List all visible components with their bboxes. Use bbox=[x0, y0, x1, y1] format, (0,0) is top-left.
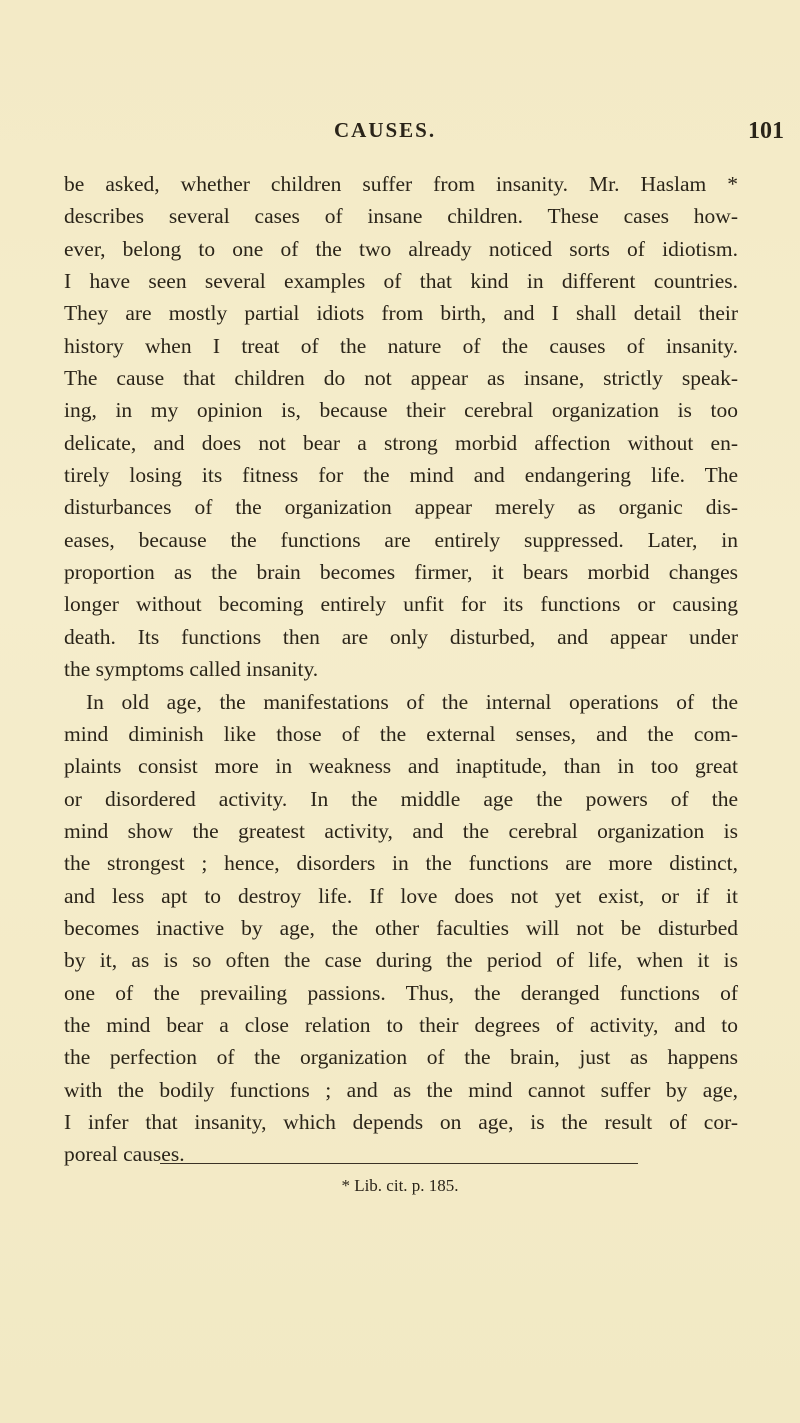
text-line: be asked, whether children suffer from insanity. Mr. Haslam * bbox=[64, 172, 738, 196]
text-line: the strongest ; hence, disorders in the functions are more distinct, bbox=[64, 851, 738, 876]
page-number: 101 bbox=[748, 118, 784, 144]
running-header bbox=[0, 118, 800, 148]
text-line: I have seen several examples of that kind in different countries. bbox=[64, 269, 738, 294]
text-line: In old age, the manifestations of the internal operations of the bbox=[86, 689, 738, 714]
text-line: poreal causes. bbox=[64, 1142, 185, 1167]
text-line: They are mostly partial idiots from birth, and I shall detail their bbox=[64, 301, 738, 326]
body-text bbox=[64, 168, 738, 1171]
text-line: death. Its functions then are only disturbed, and appear under bbox=[64, 624, 738, 649]
text-line: eases, because the functions are entirely suppressed. Later, in bbox=[64, 527, 738, 552]
text-line: mind show the greatest activity, and the cerebral organization is bbox=[64, 818, 738, 843]
text-line: ever, belong to one of the two already noticed sorts of idiotism. bbox=[64, 236, 738, 261]
text-line: or disordered activity. In the middle age the powers of the bbox=[64, 786, 738, 811]
text-line: the symptoms called insanity. bbox=[64, 657, 319, 682]
text-line: mind diminish like those of the external senses, and the com- bbox=[64, 721, 738, 746]
text-line: the mind bear a close relation to their degrees of activity, and to bbox=[64, 1012, 738, 1037]
text-line: one of the prevailing passions. Thus, the deranged functions of bbox=[64, 980, 738, 1005]
text-line: I infer that insanity, which depends on age, is the result of cor- bbox=[64, 1109, 738, 1134]
text-line: ing, in my opinion is, because their cerebral organization is too bbox=[64, 398, 738, 423]
text-line: the perfection of the organization of the brain, just as happens bbox=[64, 1045, 738, 1070]
text-line: with the bodily functions ; and as the mind cannot suffer by age, bbox=[64, 1077, 738, 1102]
text-line: longer without becoming entirely unfit for its functions or causing bbox=[64, 592, 738, 617]
running-title: CAUSES. bbox=[334, 118, 437, 142]
text-line: The cause that children do not appear as insane, strictly speak- bbox=[64, 366, 738, 391]
text-line: and less apt to destroy life. If love does not yet exist, or if it bbox=[64, 883, 738, 908]
text-line: disturbances of the organization appear merely as organic dis- bbox=[64, 495, 738, 520]
text-line: history when I treat of the nature of the causes of insanity. bbox=[64, 333, 738, 358]
text-line: proportion as the brain becomes firmer, it bears morbid changes bbox=[64, 560, 738, 585]
footnote-rule bbox=[160, 1163, 638, 1164]
text-line: by it, as is so often the case during the period of life, when it is bbox=[64, 948, 738, 973]
footnote: * Lib. cit. p. 185. bbox=[341, 1176, 459, 1195]
text-line: plaints consist more in weakness and inaptitude, than in too great bbox=[64, 754, 738, 779]
text-line: describes several cases of insane children. These cases how- bbox=[64, 204, 738, 229]
text-line: delicate, and does not bear a strong morbid affection without en- bbox=[64, 430, 738, 455]
text-line: becomes inactive by age, the other faculties will not be disturbed bbox=[64, 915, 738, 940]
text-line: tirely losing its fitness for the mind and endangering life. The bbox=[64, 463, 738, 488]
